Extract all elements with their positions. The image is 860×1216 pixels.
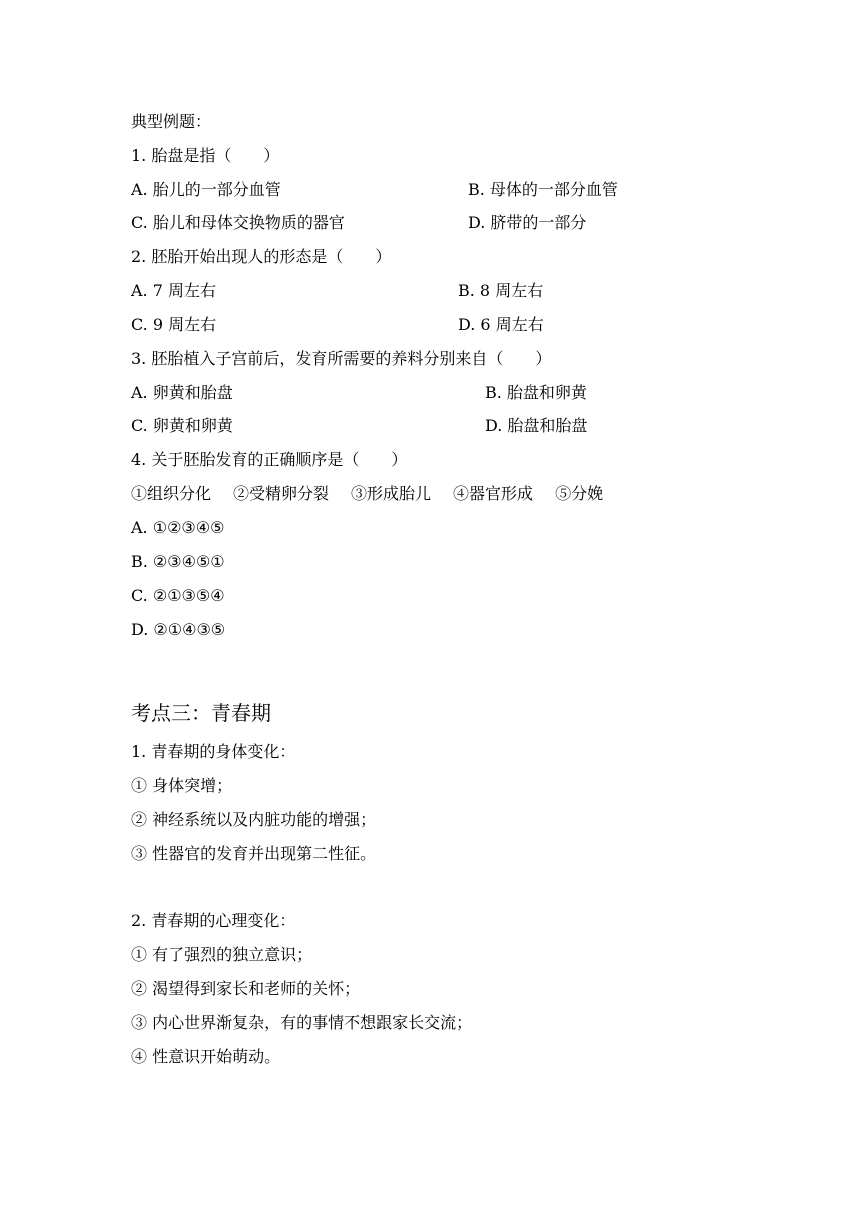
question-3-option-b: B. 胎盘和卵黄 [485,383,587,402]
question-1-option-d: D. 脐带的一部分 [468,213,587,232]
example-title: 典型例题： [131,112,212,131]
body-change-item: ③ 性器官的发育并出现第二性征。 [131,844,377,863]
question-3-option-a: A. 卵黄和胎盘 [131,383,233,402]
body-change-item: ② 神经系统以及内脏功能的增强； [131,810,377,829]
body-changes-title: 1. 青春期的身体变化： [131,742,296,761]
question-4-item: ④器官形成 [453,484,534,503]
mind-change-item: ④ 性意识开始萌动。 [131,1047,281,1066]
question-2-stem: 2. 胚胎开始出现人的形态是（ ） [131,247,392,266]
question-1-option-a: A. 胎儿的一部分血管 [131,180,281,199]
question-4-item: ①组织分化 [131,484,212,503]
question-1-option-b: B. 母体的一部分血管 [468,180,618,199]
question-2-option-d: D. 6 周左右 [458,315,544,334]
mind-change-item: ① 有了强烈的独立意识； [131,945,313,964]
question-4-items [131,484,603,504]
body-change-item: ① 身体突增； [131,776,233,795]
question-3-stem: 3. 胚胎植入子宫前后，发育所需要的养料分别来自（ ） [131,349,552,368]
mind-changes-title: 2. 青春期的心理变化： [131,911,296,930]
question-1-option-c: C. 胎儿和母体交换物质的器官 [131,213,345,232]
question-4-item: ②受精卵分裂 [233,484,330,503]
question-3-option-d: D. 胎盘和胎盘 [485,416,588,435]
question-4-item: ⑤分娩 [555,484,604,503]
mind-change-item: ③ 内心世界渐复杂，有的事情不想跟家长交流； [131,1013,473,1032]
question-4-option-c: C. ②①③⑤④ [131,586,225,605]
question-1-stem: 1. 胎盘是指（ ） [131,146,280,165]
question-3-option-c: C. 卵黄和卵黄 [131,416,233,435]
question-4-item: ③形成胎儿 [351,484,432,503]
question-4-option-b: B. ②③④⑤① [131,552,225,571]
question-4-option-d: D. ②①④③⑤ [131,620,226,639]
question-4-option-a: A. ①②③④⑤ [131,518,225,537]
mind-change-item: ② 渴望得到家长和老师的关怀； [131,979,361,998]
question-2-option-a: A. 7 周左右 [131,281,216,300]
question-2-option-c: C. 9 周左右 [131,315,217,334]
question-4-stem: 4. 关于胚胎发育的正确顺序是（ ） [131,450,408,469]
section-title: 考点三：青春期 [131,701,271,725]
question-2-option-b: B. 8 周左右 [458,281,544,300]
